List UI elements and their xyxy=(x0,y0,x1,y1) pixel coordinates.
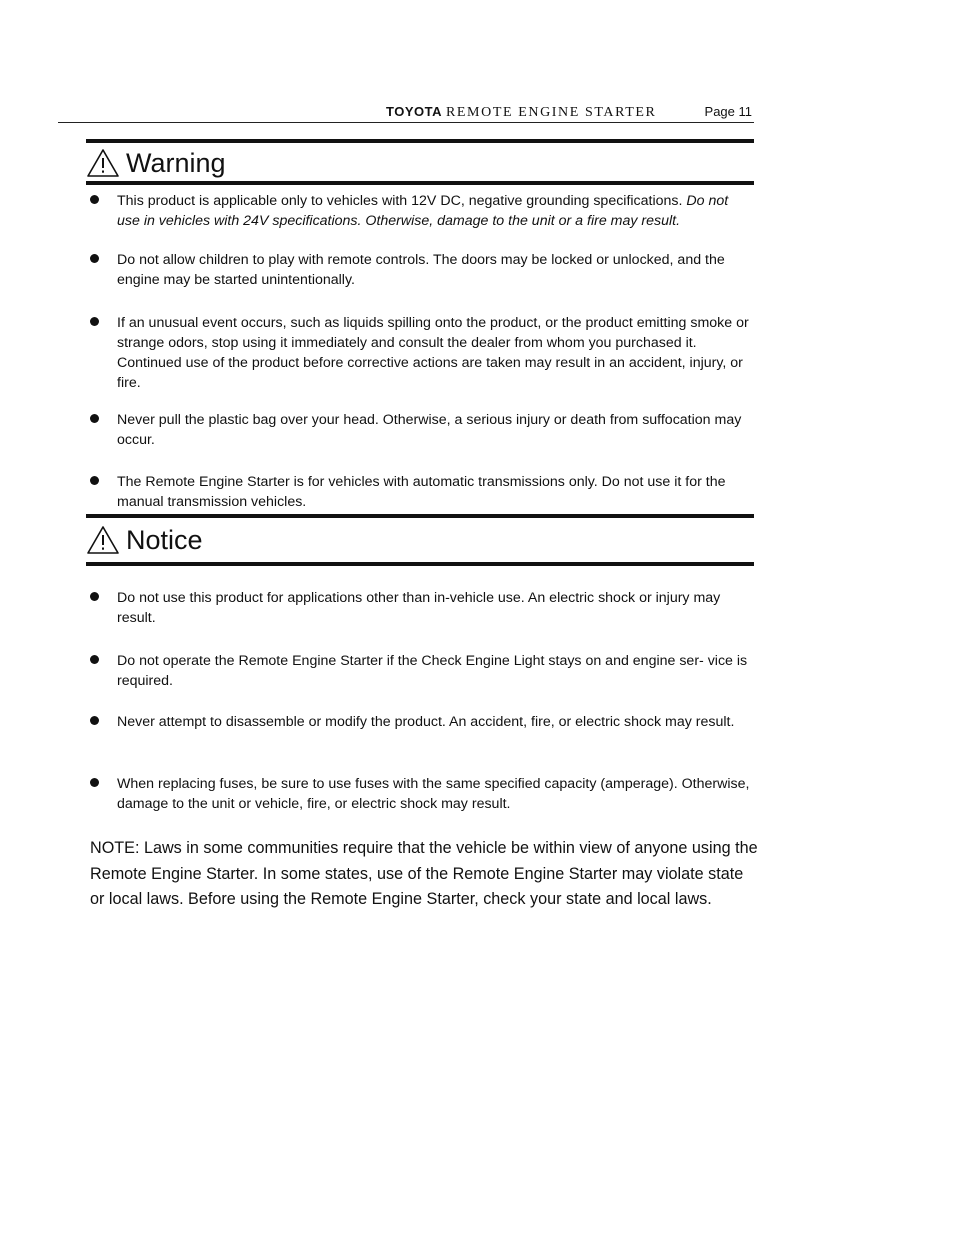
bullet-dot xyxy=(90,195,99,204)
list-item xyxy=(90,472,758,512)
bullet-dot xyxy=(90,476,99,485)
page-header xyxy=(58,103,752,123)
bullet-dot xyxy=(90,414,99,423)
warning-triangle-icon xyxy=(86,148,120,178)
warning-bottom-rule xyxy=(86,181,754,185)
notice-item-1-text: Do not use this product for applications other than in-vehicle use. An electric shock or injury may result. xyxy=(117,590,721,626)
bullet-dot xyxy=(90,655,99,664)
warning-heading-band xyxy=(86,139,754,185)
notice-heading-band xyxy=(86,514,754,566)
warning-item-1-text: This product is applicable only to vehicles with 12V DC, negative grounding specifications. xyxy=(117,193,687,209)
notice-item-2-text: Do not operate the Remote Engine Starter if the Check Engine Light stays on and engine ser- vice is required. xyxy=(117,653,748,689)
bullet-dot xyxy=(90,716,99,725)
page-number: Page 11 xyxy=(704,104,752,119)
warning-title: Warning xyxy=(126,147,226,178)
warning-item-5-text: The Remote Engine Starter is for vehicles with automatic transmissions only. Do not use it for the manual transmission vehicles. xyxy=(117,474,726,510)
notice-item-3-text: Never attempt to disassemble or modify the product. An accident, fire, or electric shock may result. xyxy=(117,714,735,730)
header-rule xyxy=(58,122,754,123)
warning-item-2-text: Do not allow children to play with remote controls. The doors may be locked or unlocked, and the engine may be started unintentionally. xyxy=(117,252,725,288)
bullet-dot xyxy=(90,317,99,326)
note-paragraph: NOTE: Laws in some communities require that the vehicle be within view of anyone using the Remote Engine Starter. In some states, use of the Remote Engine Starter may violate state or local laws. Before using the Remote Engine Starter, check your state and local laws. xyxy=(90,839,758,908)
bullet-dot xyxy=(90,254,99,263)
warning-item-1-italic: Do not use in vehicles with 24V specifications. Otherwise, damage to the unit or a fire may result. xyxy=(117,193,729,229)
list-item xyxy=(90,774,758,814)
notice-triangle-icon xyxy=(86,525,120,555)
bullet-dot xyxy=(90,778,99,787)
list-item xyxy=(90,313,758,393)
header-title xyxy=(386,103,656,121)
list-item xyxy=(90,712,758,732)
notice-top-rule xyxy=(86,514,754,518)
list-item xyxy=(90,651,758,691)
warning-item-4-text: Never pull the plastic bag over your head. Otherwise, a serious injury or death from suffocation may occur. xyxy=(117,412,742,448)
bullet-dot xyxy=(90,592,99,601)
warning-item-3-text: If an unusual event occurs, such as liquids spilling onto the product, or the product emitting smoke or strange odors, stop using it immediately and consult the dealer from whom you purchased it. Continued use of the product before corrective actions are taken may result in an accident, injury, or fire. xyxy=(117,315,749,391)
list-item xyxy=(90,250,758,290)
notice-item-4-text: When replacing fuses, be sure to use fuses with the same specified capacity (amperage). Otherwise, damage to the unit or vehicle, fire, or electric shock may result. xyxy=(117,776,750,812)
list-item xyxy=(90,410,758,450)
header-brand: TOYOTA xyxy=(386,104,442,119)
warning-top-rule xyxy=(86,139,754,143)
notice-bottom-rule xyxy=(86,562,754,566)
notice-title: Notice xyxy=(126,524,203,555)
list-item xyxy=(90,191,758,231)
list-item xyxy=(90,588,758,628)
header-subtitle: REMOTE ENGINE STARTER xyxy=(445,105,657,120)
